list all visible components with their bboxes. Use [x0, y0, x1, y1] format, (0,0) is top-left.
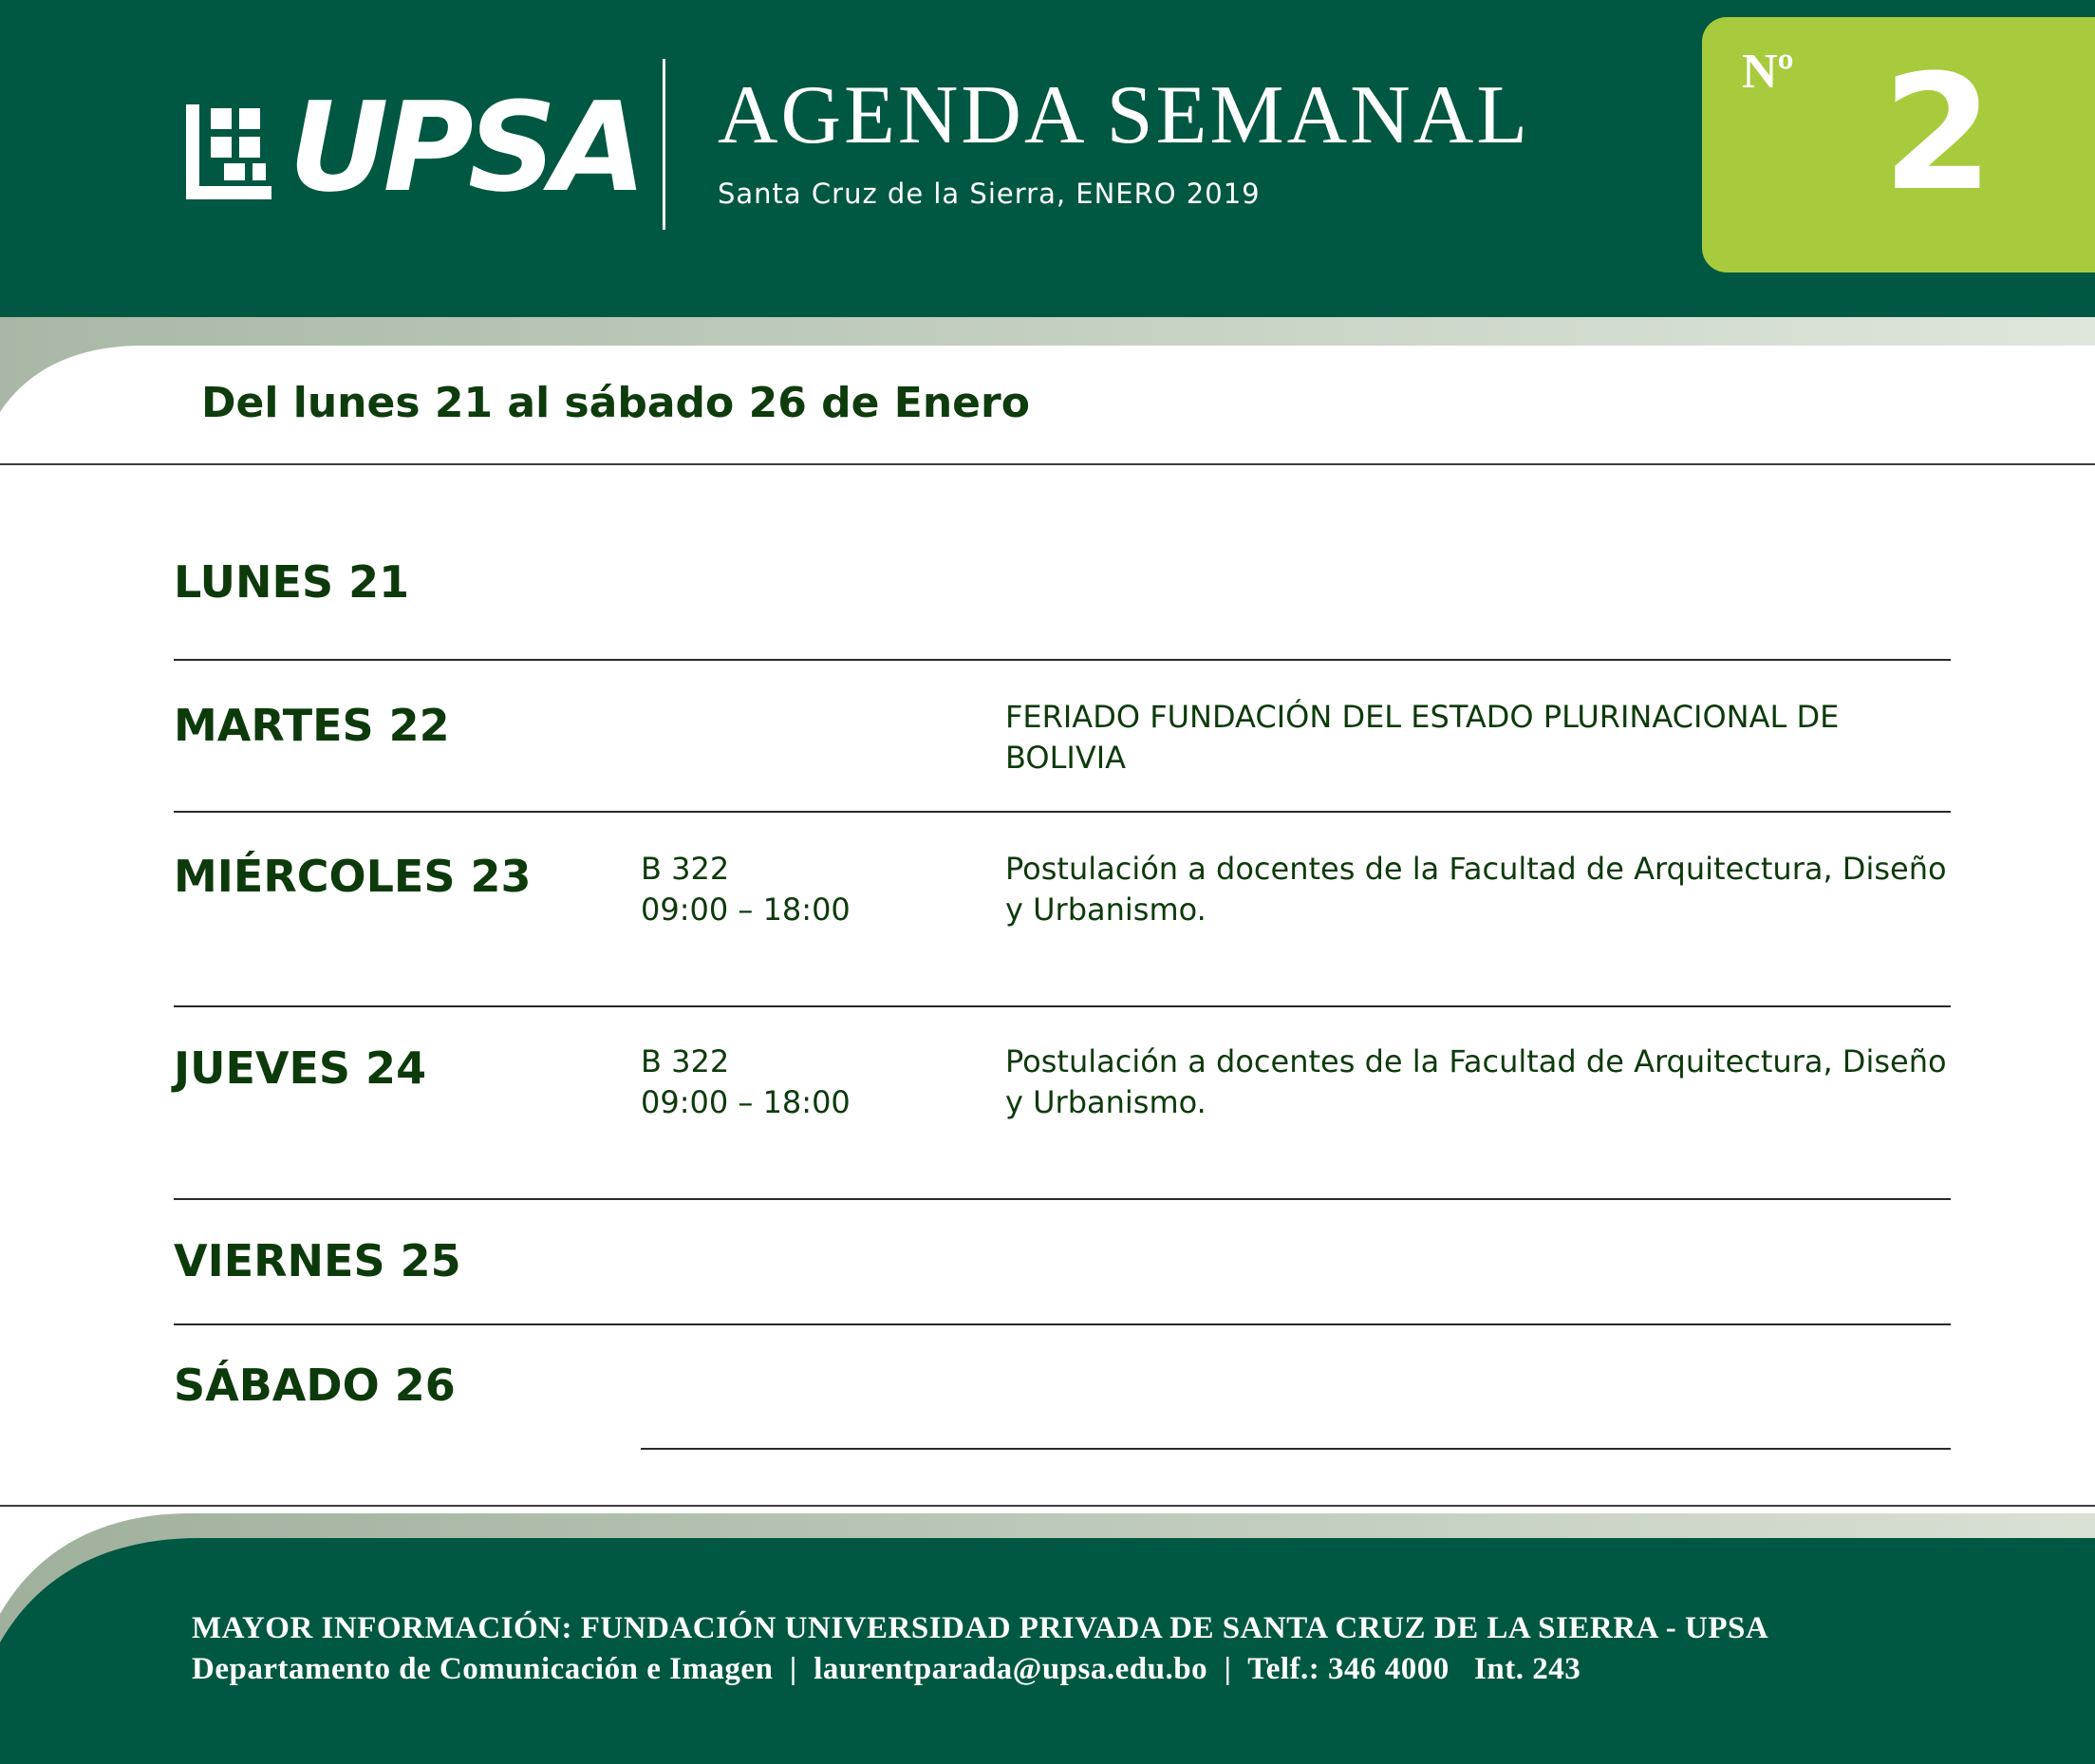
date-range: Del lunes 21 al sábado 26 de Enero	[201, 379, 1030, 427]
day-monday: LUNES 21	[174, 556, 410, 608]
logo-text: UPSA	[289, 75, 642, 219]
room-thursday: B 322	[641, 1043, 730, 1079]
time-wednesday: 09:00 – 18:00	[641, 891, 851, 928]
time-thursday: 09:00 – 18:00	[641, 1084, 851, 1120]
issue-label: Nº	[1742, 45, 1794, 99]
row-divider	[174, 1323, 1951, 1325]
row-divider	[174, 1198, 1951, 1200]
issue-badge	[1702, 17, 2095, 272]
event-thursday: Postulación a docentes de la Facultad de Arquitectura, Diseño y Urbanismo.	[1005, 1043, 1947, 1120]
day-wednesday: MIÉRCOLES 23	[174, 851, 532, 902]
day-thursday: JUEVES 24	[174, 1042, 427, 1094]
day-tuesday: MARTES 22	[174, 700, 450, 751]
header-divider	[663, 59, 665, 230]
section-rule-bottom	[0, 1505, 2095, 1507]
room-wednesday: B 322	[641, 851, 730, 887]
page-title: AGENDA SEMANAL	[718, 69, 1530, 161]
event-tuesday: FERIADO FUNDACIÓN DEL ESTADO PLURINACIONAL DE BOLIVIA	[1005, 699, 1840, 776]
row-divider	[174, 1005, 1951, 1007]
page-subtitle: Santa Cruz de la Sierra, ENERO 2019	[718, 178, 1261, 210]
row-divider	[174, 811, 1951, 813]
upsa-logo	[186, 75, 642, 219]
row-divider	[174, 659, 1951, 661]
row-divider	[641, 1448, 1951, 1450]
footer-info: MAYOR INFORMACIÓN: FUNDACIÓN UNIVERSIDAD PRIVADA DE SANTA CRUZ DE LA SIERRA - UPSA	[192, 1611, 1769, 1645]
day-saturday: SÁBADO 26	[174, 1360, 456, 1411]
issue-number: 2	[1882, 40, 1993, 226]
upsa-logo-icon	[186, 95, 281, 199]
day-friday: VIERNES 25	[174, 1235, 461, 1286]
event-wednesday: Postulación a docentes de la Facultad de Arquitectura, Diseño y Urbanismo.	[1005, 851, 1947, 928]
footer-contact: Departamento de Comunicación e Imagen | laurentparada@upsa.edu.bo | Telf.: 346 4000 Int. 243	[192, 1652, 1581, 1686]
section-rule-top	[0, 463, 2095, 465]
